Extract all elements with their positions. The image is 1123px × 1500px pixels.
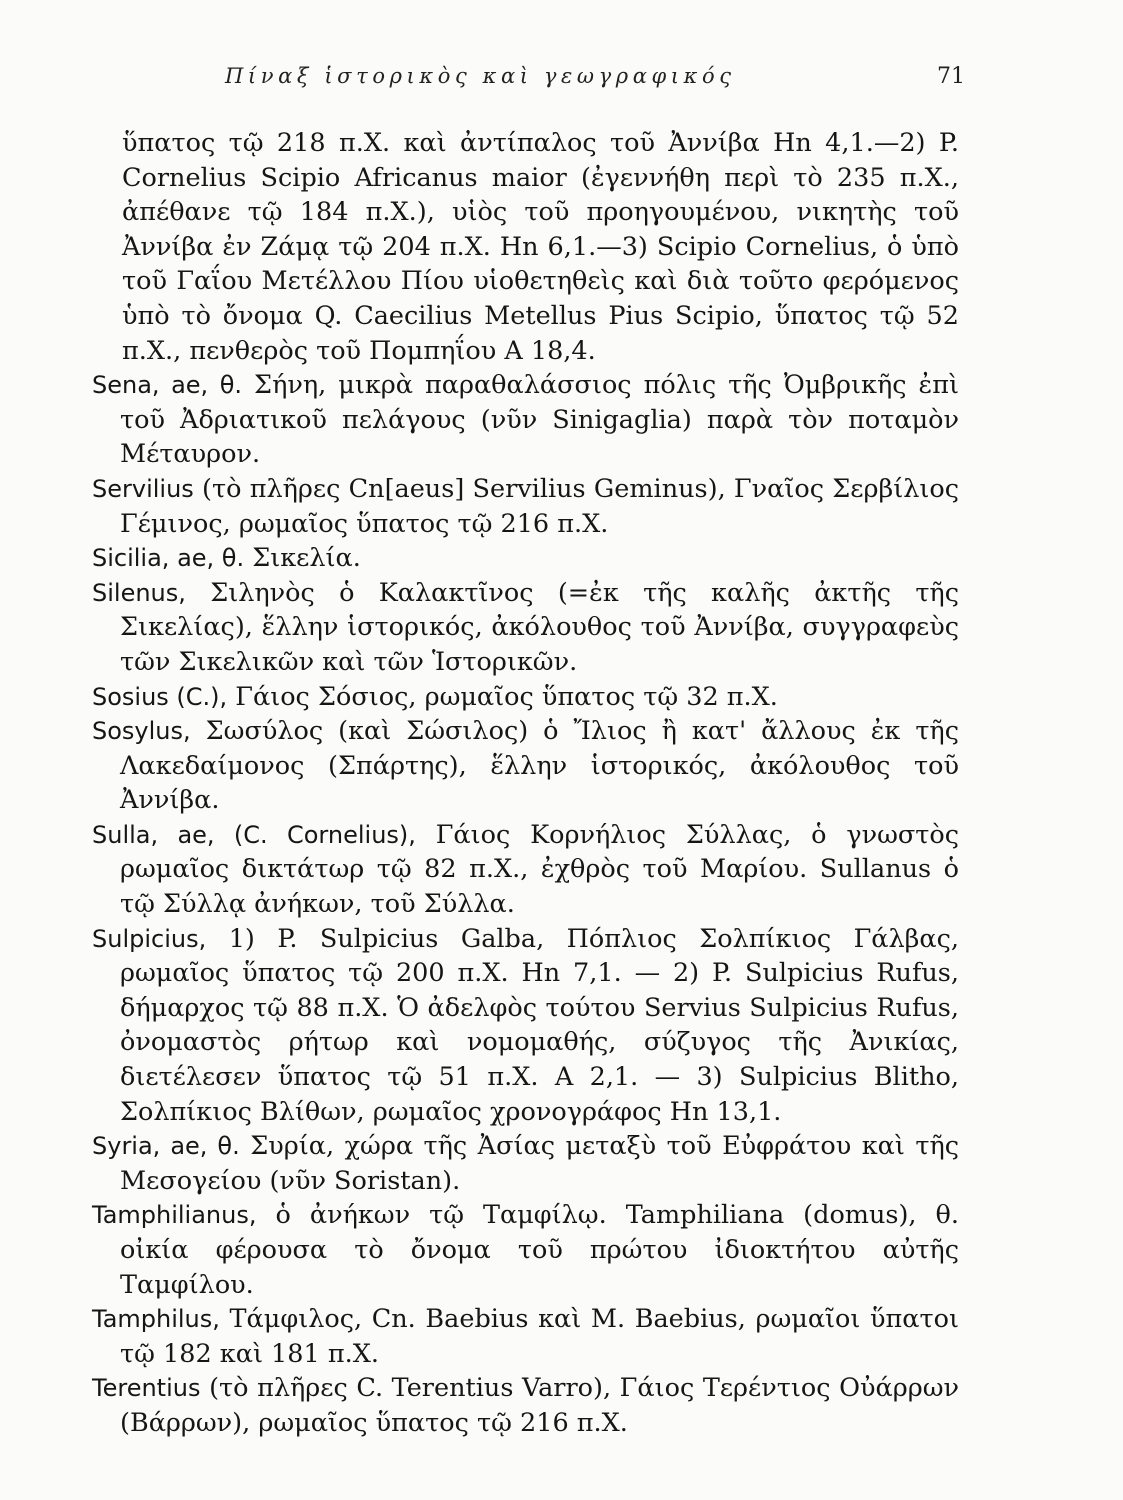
index-entry bbox=[92, 576, 959, 680]
entry-text: ὕπατος τῷ 218 π.Χ. καὶ ἀντίπαλος τοῦ Ἀννίβα Hn 4,1.—2) P. Cornelius Scipio Africanus maior (ἐγεννήθη περὶ τὸ 235 π.Χ., ἀπέθανε τῷ 184 π.Χ.), υἱὸς τοῦ προηγουμένου, νικητὴς τοῦ Ἀννίβα ἐν Ζάμᾳ τῷ 204 π.Χ. Hn 6,1.—3) Scipio Cornelius, ὁ ὑπὸ τοῦ Γαΐου Μετέλλου Πίου υἱοθετηθεὶς καὶ διὰ τοῦτο φερόμενος ὑπὸ τὸ ὄνομα Q. Caecilius Metellus Pius Scipio, ὕπατος τῷ 52 π.Χ., πενθερὸς τοῦ Πομπηΐου A 18,4. bbox=[122, 128, 959, 366]
index-entry bbox=[92, 1198, 959, 1302]
entry-lemma: Syria, ae, θ. bbox=[92, 1132, 240, 1161]
entry-lemma: Sulpicius, bbox=[92, 924, 207, 953]
entry-text: (τὸ πλῆρες C. Terentius Varro), Γάιος Τερέντιος Οὐάρρων (Βάρρων), ρωμαῖος ὕπατος τῷ 216 π.Χ. bbox=[120, 1373, 959, 1438]
entry-lemma: Servilius bbox=[92, 474, 194, 503]
index-text bbox=[92, 126, 959, 1441]
index-entry bbox=[92, 818, 959, 922]
entry-lemma: Silenus, bbox=[92, 578, 186, 607]
index-entry bbox=[92, 680, 959, 715]
page-number: 71 bbox=[937, 64, 965, 89]
entry-text: Σήνη, μικρὰ παραθαλάσσιος πόλις τῆς Ὀμβρικῆς ἐπὶ τοῦ Ἀδριατικοῦ πελάγους (νῦν Sinigaglia) παρὰ τὸν ποταμὸν Μέταυρον. bbox=[120, 370, 959, 470]
entry-text: (τὸ πλῆρες Cn[aeus] Servilius Geminus), Γναῖος Σερβίλιος Γέμινος, ρωμαῖος ὕπατος τῷ 216 π.Χ. bbox=[120, 473, 959, 539]
index-entry bbox=[92, 541, 959, 576]
entry-text: Γάιος Κορνήλιος Σύλλας, ὁ γνωστὸς ρωμαῖος δικτάτωρ τῷ 82 π.Χ., ἐχθρὸς τοῦ Μαρίου. Sullanus ὁ τῷ Σύλλᾳ ἀνήκων, τοῦ Σύλλα. bbox=[120, 819, 960, 920]
entry-lemma: Tamphilianus, bbox=[92, 1201, 257, 1230]
index-entry bbox=[92, 368, 959, 472]
running-title: Πίναξ ἱστορικὸς καὶ γεωγραφικός bbox=[225, 64, 736, 88]
index-entry bbox=[92, 714, 959, 818]
entry-lemma: Sulla, ae, (C. Cornelius), bbox=[92, 820, 416, 849]
entry-lemma: Tamphilus, bbox=[92, 1305, 220, 1334]
entry-text: Γάιος Σόσιος, ρωμαῖος ὕπατος τῷ 32 π.Χ. bbox=[235, 681, 778, 712]
entry-text: Σικελία. bbox=[252, 543, 361, 574]
continued-entry bbox=[92, 126, 959, 368]
entry-text: Σωσύλος (καὶ Σώσιλος) ὁ Ἴλιος ἢ κατ' ἄλλους ἐκ τῆς Λακεδαίμονος (Σπάρτης), ἕλλην ἱστορικός, ἀκόλουθος τοῦ Ἀννίβα. bbox=[120, 716, 959, 816]
entry-lemma: Sena, ae, θ. bbox=[92, 371, 243, 400]
running-head bbox=[225, 64, 965, 94]
index-entry bbox=[92, 1302, 959, 1371]
entry-lemma: Sosius (C.), bbox=[92, 682, 228, 711]
index-entry bbox=[92, 922, 959, 1130]
index-entry bbox=[92, 472, 959, 541]
entry-lemma: Sicilia, ae, θ. bbox=[92, 544, 245, 573]
entry-text: Σιληνὸς ὁ Καλακτῖνος (=ἐκ τῆς καλῆς ἀκτῆς τῆς Σικελίας), ἕλλην ἱστορικός, ἀκόλουθος τοῦ Ἀννίβα, συγγραφεὺς τῶν Σικελικῶν καὶ τῶν Ἱστορικῶν. bbox=[120, 577, 959, 677]
index-entry bbox=[92, 1129, 959, 1198]
entry-lemma: Terentius bbox=[92, 1374, 201, 1403]
entry-text: Τάμφιλος, Cn. Baebius καὶ M. Baebius, ρωμαῖοι ὕπατοι τῷ 182 καὶ 181 π.Χ. bbox=[120, 1304, 959, 1369]
entry-text: Συρία, χώρα τῆς Ἀσίας μεταξὺ τοῦ Εὐφράτου καὶ τῆς Μεσογείου (νῦν Soristan). bbox=[120, 1131, 960, 1196]
entry-text: ὁ ἀνήκων τῷ Ταμφίλῳ. Tamphiliana (domus), θ. οἰκία φέρουσα τὸ ὄνομα τοῦ πρώτου ἰδιοκτήτου αὐτῆς Ταμφίλου. bbox=[120, 1200, 959, 1300]
entry-lemma: Sosylus, bbox=[92, 717, 191, 746]
entry-text: 1) P. Sulpicius Galba, Πόπλιος Σολπίκιος Γάλβας, ρωμαῖος ὕπατος τῷ 200 π.Χ. Hn 7,1. — 2) P. Sulpicius Rufus, δήμαρχος τῷ 88 π.Χ. Ὁ ἀδελφὸς τούτου Servius Sulpicius Rufus, ὀνομαστὸς ρήτωρ καὶ νομομαθής, σύζυγος τῆς Ἀνικίας, διετέλεσεν ὕπατος τῷ 51 π.Χ. A 2,1. — 3) Sulpicius Blitho, Σολπίκιος Βλίθων, ρωμαῖος χρονογράφος Hn 13,1. bbox=[120, 923, 959, 1127]
index-entry bbox=[92, 1371, 959, 1440]
